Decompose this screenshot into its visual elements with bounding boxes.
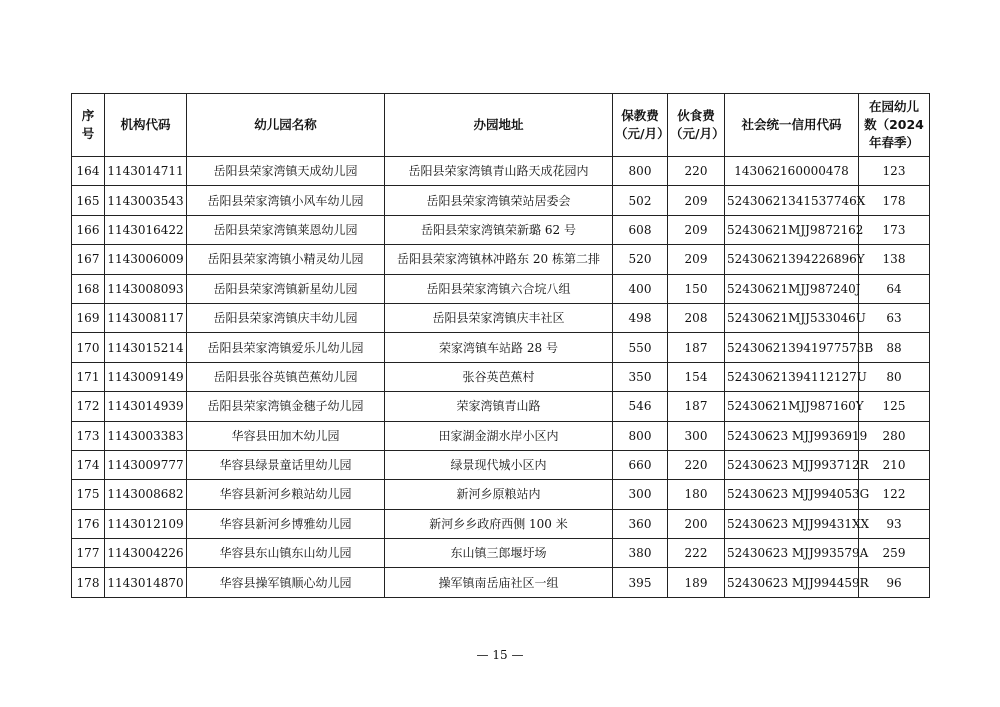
cell-address: 岳阳县荣家湾镇荣站居委会 — [385, 186, 613, 215]
cell-seq: 175 — [72, 480, 105, 509]
header-enrolled — [859, 94, 930, 157]
cell-enrolled: 63 — [859, 303, 930, 332]
table-row — [72, 480, 930, 509]
header-enrolled-line3: 年春季） — [868, 135, 919, 150]
header-tuition — [613, 94, 668, 157]
cell-name: 岳阳县荣家湾镇莱恩幼儿园 — [187, 215, 385, 244]
page-number: — 15 — — [476, 648, 524, 662]
cell-enrolled: 259 — [859, 539, 930, 568]
table-row — [72, 421, 930, 450]
cell-seq: 177 — [72, 539, 105, 568]
cell-address: 东山镇三郎堰圩场 — [385, 539, 613, 568]
cell-address: 新河乡原粮站内 — [385, 480, 613, 509]
cell-org-code: 1143015214 — [105, 333, 187, 362]
cell-tuition: 380 — [613, 539, 668, 568]
header-enrolled-line2: 数（2024 — [864, 117, 924, 132]
cell-tuition: 350 — [613, 362, 668, 391]
cell-org-code: 1143008117 — [105, 303, 187, 332]
cell-meals: 222 — [668, 539, 725, 568]
cell-org-code: 1143008682 — [105, 480, 187, 509]
cell-tuition: 800 — [613, 421, 668, 450]
cell-seq: 173 — [72, 421, 105, 450]
table-row — [72, 539, 930, 568]
cell-credit-code: 52430621394112127U — [725, 362, 859, 391]
cell-credit-code: 52430623 MJJ9936919 — [725, 421, 859, 450]
cell-enrolled: 138 — [859, 245, 930, 274]
header-credit-code: 社会统一信用代码 — [725, 94, 859, 157]
table-row — [72, 186, 930, 215]
table-row — [72, 245, 930, 274]
cell-seq: 174 — [72, 450, 105, 479]
cell-meals: 150 — [668, 274, 725, 303]
cell-credit-code: 52430623 MJJ994459R — [725, 568, 859, 597]
cell-name: 岳阳县荣家湾镇金穗子幼儿园 — [187, 392, 385, 421]
cell-name: 岳阳县荣家湾镇天成幼儿园 — [187, 157, 385, 186]
cell-credit-code: 52430621MJJ987160Y — [725, 392, 859, 421]
table-row — [72, 157, 930, 186]
cell-meals: 209 — [668, 245, 725, 274]
cell-tuition: 360 — [613, 509, 668, 538]
cell-meals: 189 — [668, 568, 725, 597]
header-seq-line1: 序 — [81, 108, 95, 123]
cell-enrolled: 96 — [859, 568, 930, 597]
table-row — [72, 303, 930, 332]
header-meals-line2: （元/月） — [670, 126, 725, 141]
cell-meals: 180 — [668, 480, 725, 509]
cell-credit-code: 52430621MJJ533046U — [725, 303, 859, 332]
cell-enrolled: 93 — [859, 509, 930, 538]
cell-org-code: 1143014939 — [105, 392, 187, 421]
cell-org-code: 1143004226 — [105, 539, 187, 568]
cell-meals: 187 — [668, 333, 725, 362]
table-header-row — [72, 94, 930, 157]
cell-name: 华容县新河乡博雅幼儿园 — [187, 509, 385, 538]
cell-tuition: 550 — [613, 333, 668, 362]
cell-meals: 154 — [668, 362, 725, 391]
cell-seq: 168 — [72, 274, 105, 303]
table-row — [72, 509, 930, 538]
cell-org-code: 1143014711 — [105, 157, 187, 186]
cell-seq: 171 — [72, 362, 105, 391]
cell-org-code: 1143009777 — [105, 450, 187, 479]
cell-seq: 165 — [72, 186, 105, 215]
cell-credit-code: 52430621394226896Y — [725, 245, 859, 274]
cell-address: 荣家湾镇青山路 — [385, 392, 613, 421]
cell-enrolled: 122 — [859, 480, 930, 509]
cell-meals: 300 — [668, 421, 725, 450]
cell-org-code: 1143006009 — [105, 245, 187, 274]
cell-enrolled: 210 — [859, 450, 930, 479]
cell-tuition: 546 — [613, 392, 668, 421]
cell-address: 荣家湾镇车站路 28 号 — [385, 333, 613, 362]
cell-seq: 172 — [72, 392, 105, 421]
cell-credit-code: 524306213941977573B — [725, 333, 859, 362]
cell-seq: 170 — [72, 333, 105, 362]
cell-enrolled: 80 — [859, 362, 930, 391]
cell-org-code: 1143009149 — [105, 362, 187, 391]
table-body — [72, 157, 930, 598]
cell-meals: 187 — [668, 392, 725, 421]
cell-enrolled: 88 — [859, 333, 930, 362]
cell-meals: 220 — [668, 157, 725, 186]
cell-credit-code: 52430623 MJJ993712R — [725, 450, 859, 479]
kindergarten-fee-table — [71, 93, 930, 598]
cell-credit-code: 52430623 MJJ994053G — [725, 480, 859, 509]
cell-address: 新河乡乡政府西侧 100 米 — [385, 509, 613, 538]
cell-meals: 209 — [668, 186, 725, 215]
cell-tuition: 520 — [613, 245, 668, 274]
cell-tuition: 300 — [613, 480, 668, 509]
cell-seq: 164 — [72, 157, 105, 186]
cell-org-code: 1143008093 — [105, 274, 187, 303]
cell-name: 岳阳县荣家湾镇小精灵幼儿园 — [187, 245, 385, 274]
cell-name: 岳阳县张谷英镇芭蕉幼儿园 — [187, 362, 385, 391]
cell-tuition: 660 — [613, 450, 668, 479]
cell-address: 岳阳县荣家湾镇庆丰社区 — [385, 303, 613, 332]
cell-name: 岳阳县荣家湾镇爱乐儿幼儿园 — [187, 333, 385, 362]
table-row — [72, 333, 930, 362]
cell-name: 华容县绿景童话里幼儿园 — [187, 450, 385, 479]
cell-enrolled: 123 — [859, 157, 930, 186]
cell-name: 华容县田加木幼儿园 — [187, 421, 385, 450]
header-meals-line1: 伙食费 — [677, 108, 715, 123]
table-row — [72, 362, 930, 391]
cell-tuition: 800 — [613, 157, 668, 186]
cell-tuition: 395 — [613, 568, 668, 597]
header-address: 办园地址 — [385, 94, 613, 157]
cell-seq: 176 — [72, 509, 105, 538]
cell-credit-code: 52430623 MJJ993579A — [725, 539, 859, 568]
header-name: 幼儿园名称 — [187, 94, 385, 157]
cell-seq: 167 — [72, 245, 105, 274]
cell-address: 岳阳县荣家湾镇荣新璐 62 号 — [385, 215, 613, 244]
header-enrolled-line1: 在园幼儿 — [868, 99, 919, 114]
cell-name: 华容县东山镇东山幼儿园 — [187, 539, 385, 568]
cell-credit-code: 143062160000478 — [725, 157, 859, 186]
header-seq — [72, 94, 105, 157]
table-row — [72, 450, 930, 479]
cell-enrolled: 173 — [859, 215, 930, 244]
cell-address: 岳阳县荣家湾镇青山路天成花园内 — [385, 157, 613, 186]
cell-meals: 220 — [668, 450, 725, 479]
cell-tuition: 502 — [613, 186, 668, 215]
cell-credit-code: 52430623 MJJ99431XX — [725, 509, 859, 538]
cell-name: 岳阳县荣家湾镇小风车幼儿园 — [187, 186, 385, 215]
cell-name: 岳阳县荣家湾镇新星幼儿园 — [187, 274, 385, 303]
cell-address: 岳阳县荣家湾镇林冲路东 20 栋第二排 — [385, 245, 613, 274]
cell-address: 田家湖金湖水岸小区内 — [385, 421, 613, 450]
table-row — [72, 215, 930, 244]
cell-name: 华容县操军镇顺心幼儿园 — [187, 568, 385, 597]
header-meals — [668, 94, 725, 157]
cell-address: 张谷英芭蕉村 — [385, 362, 613, 391]
cell-org-code: 1143012109 — [105, 509, 187, 538]
table-row — [72, 568, 930, 597]
cell-meals: 208 — [668, 303, 725, 332]
cell-org-code: 1143014870 — [105, 568, 187, 597]
header-org-code: 机构代码 — [105, 94, 187, 157]
header-seq-line2: 号 — [81, 126, 95, 141]
cell-credit-code: 52430621MJJ9872162 — [725, 215, 859, 244]
cell-seq: 178 — [72, 568, 105, 597]
cell-enrolled: 125 — [859, 392, 930, 421]
header-tuition-line2: （元/月） — [615, 126, 670, 141]
cell-enrolled: 178 — [859, 186, 930, 215]
cell-seq: 169 — [72, 303, 105, 332]
cell-meals: 200 — [668, 509, 725, 538]
cell-org-code: 1143003383 — [105, 421, 187, 450]
header-tuition-line1: 保教费 — [621, 108, 659, 123]
cell-org-code: 1143003543 — [105, 186, 187, 215]
table-row — [72, 274, 930, 303]
cell-credit-code: 52430621341537746X — [725, 186, 859, 215]
cell-address: 操军镇南岳庙社区一组 — [385, 568, 613, 597]
cell-meals: 209 — [668, 215, 725, 244]
table-row — [72, 392, 930, 421]
cell-enrolled: 64 — [859, 274, 930, 303]
cell-address: 绿景现代城小区内 — [385, 450, 613, 479]
cell-seq: 166 — [72, 215, 105, 244]
cell-org-code: 1143016422 — [105, 215, 187, 244]
cell-tuition: 608 — [613, 215, 668, 244]
cell-enrolled: 280 — [859, 421, 930, 450]
cell-address: 岳阳县荣家湾镇六合垸八组 — [385, 274, 613, 303]
cell-tuition: 498 — [613, 303, 668, 332]
cell-name: 岳阳县荣家湾镇庆丰幼儿园 — [187, 303, 385, 332]
cell-tuition: 400 — [613, 274, 668, 303]
cell-credit-code: 52430621MJJ987240J — [725, 274, 859, 303]
cell-name: 华容县新河乡粮站幼儿园 — [187, 480, 385, 509]
